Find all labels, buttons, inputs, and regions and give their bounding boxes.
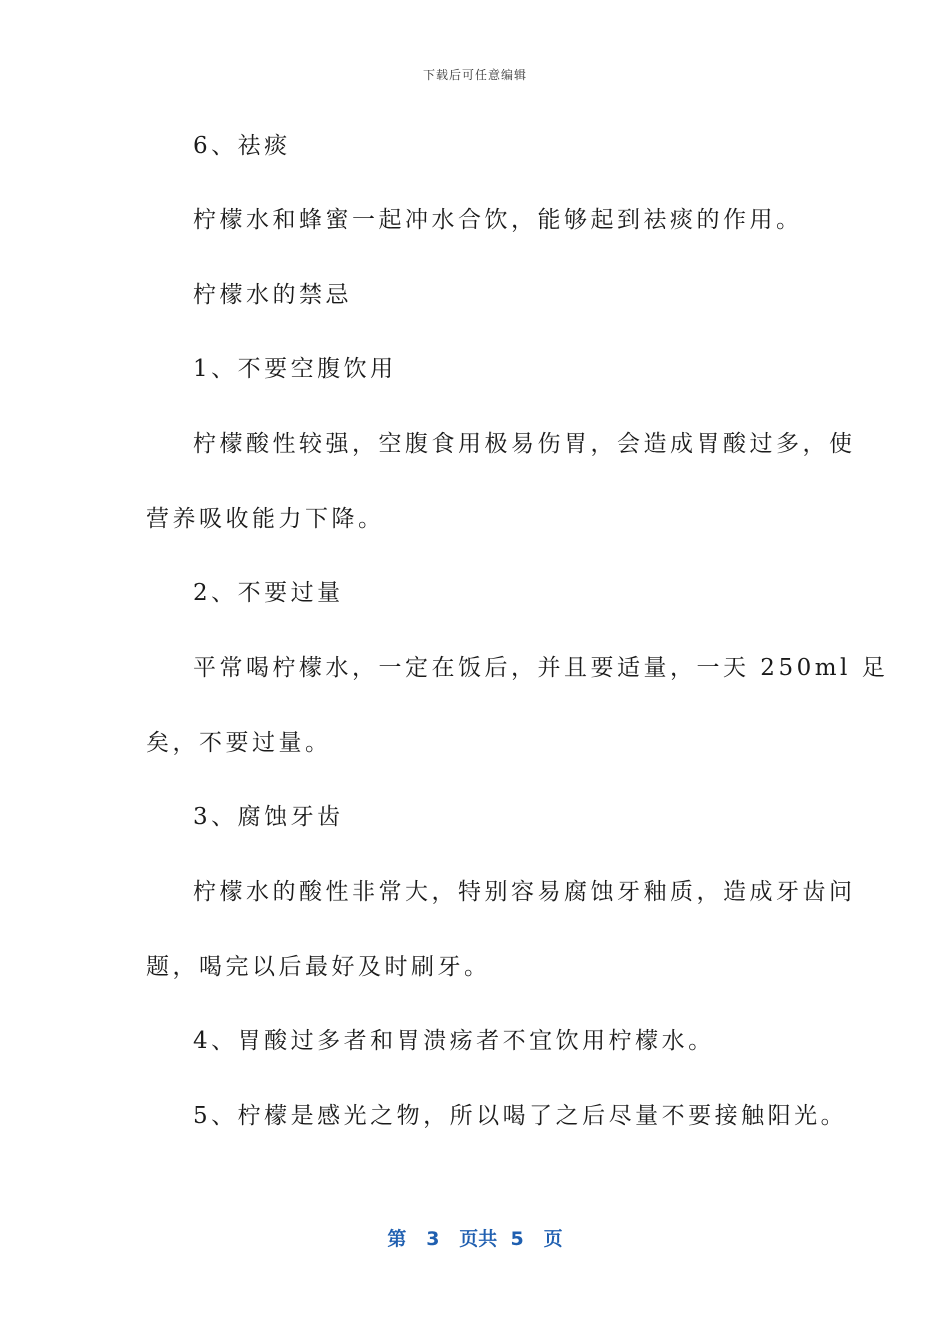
- total-pages-number: 5: [510, 1228, 524, 1250]
- paragraph-tooth-corrosion-line2: 题，喝完以后最好及时刷牙。: [146, 954, 491, 980]
- paragraph-no-excess-line2: 矣，不要过量。: [146, 730, 332, 756]
- current-page-number: 3: [426, 1228, 440, 1250]
- heading-3-tooth-corrosion: 3、腐蚀牙齿: [193, 804, 344, 830]
- heading-6-expectorant: 6、祛痰: [193, 133, 291, 159]
- paragraph-empty-stomach-line2: 营养吸收能力下降。: [146, 506, 385, 532]
- section-title-taboos: 柠檬水的禁忌: [193, 282, 352, 308]
- heading-2-no-excess: 2、不要过量: [193, 580, 344, 606]
- page-footer: [0, 1224, 950, 1251]
- heading-1-empty-stomach: 1、不要空腹饮用: [193, 356, 397, 382]
- footer-prefix: 第: [387, 1228, 407, 1250]
- item-4-stomach-acid: 4、胃酸过多者和胃溃疡者不宜饮用柠檬水。: [193, 1028, 715, 1054]
- footer-middle: 页共: [459, 1228, 498, 1250]
- paragraph-expectorant: 柠檬水和蜂蜜一起冲水合饮，能够起到祛痰的作用。: [193, 207, 803, 233]
- paragraph-no-excess-line1: 平常喝柠檬水，一定在饭后，并且要适量，一天 250ml 足: [193, 655, 889, 681]
- page-header: 下载后可任意编辑: [422, 68, 527, 82]
- paragraph-tooth-corrosion-line1: 柠檬水的酸性非常大，特别容易腐蚀牙釉质，造成牙齿问: [193, 879, 856, 905]
- item-5-photosensitive: 5、柠檬是感光之物，所以喝了之后尽量不要接触阳光。: [193, 1103, 848, 1129]
- paragraph-empty-stomach-line1: 柠檬酸性较强，空腹食用极易伤胃，会造成胃酸过多，使: [193, 431, 856, 457]
- footer-suffix: 页: [543, 1228, 563, 1250]
